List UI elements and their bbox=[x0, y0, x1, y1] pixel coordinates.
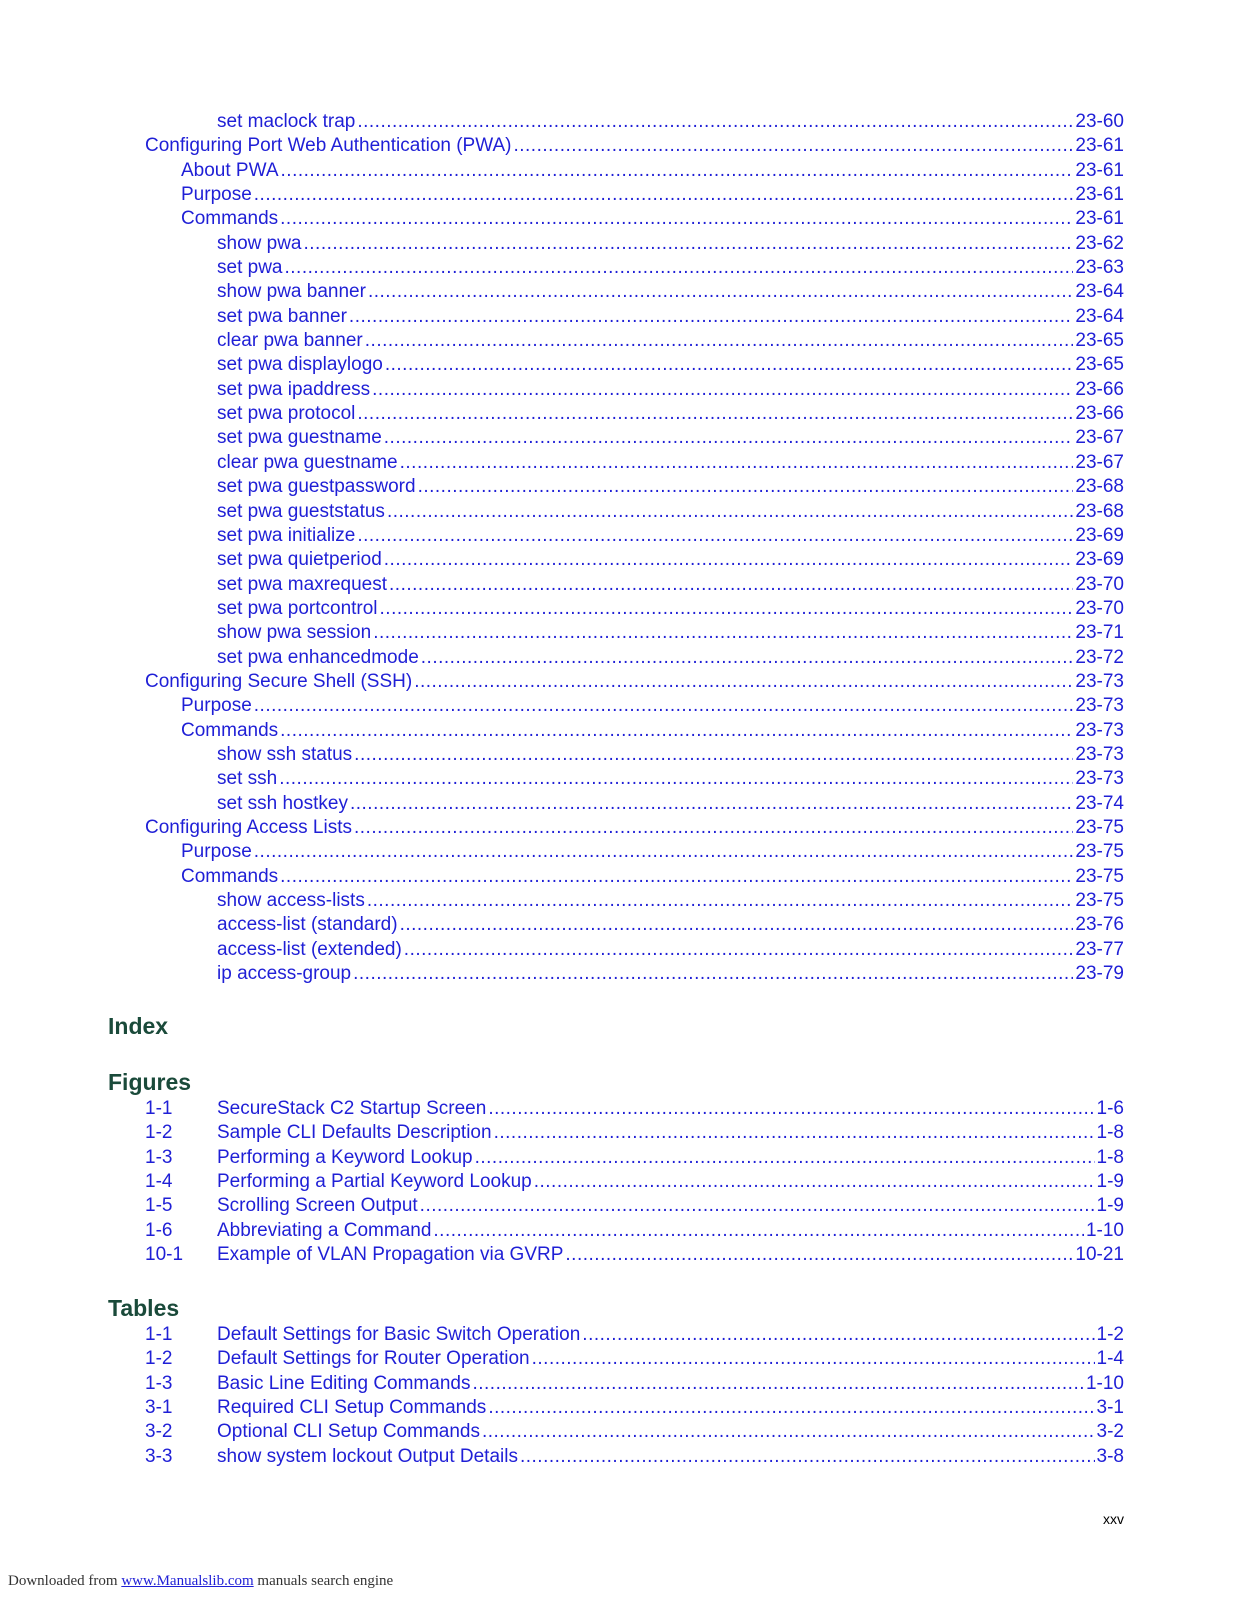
toc-entry-page: 23-69 bbox=[1075, 524, 1124, 546]
toc-entry-page: 23-75 bbox=[1075, 890, 1124, 911]
dot-leader bbox=[372, 379, 1073, 401]
dot-leader bbox=[532, 1348, 1095, 1370]
tables-entry-page: 3-1 bbox=[1096, 1397, 1124, 1419]
toc-entry-title: set pwa displaylogo bbox=[217, 354, 383, 376]
figures-heading: Figures bbox=[108, 1069, 192, 1095]
tables-entry-title: Required CLI Setup Commands bbox=[217, 1397, 487, 1419]
toc-entry-title: ip access-group bbox=[217, 963, 352, 985]
dot-leader bbox=[421, 647, 1074, 669]
toc-entry-page: 23-79 bbox=[1075, 963, 1124, 985]
dot-leader bbox=[387, 501, 1073, 523]
toc-entry[interactable] bbox=[0, 793, 1237, 817]
toc-entry-title: set maclock trap bbox=[217, 111, 356, 132]
dot-leader bbox=[565, 1244, 1073, 1266]
toc-entry[interactable] bbox=[0, 549, 1237, 573]
tables-entry-page: 1-4 bbox=[1096, 1348, 1124, 1370]
dot-leader bbox=[384, 427, 1074, 449]
toc-entry-title: access-list (standard) bbox=[217, 914, 398, 936]
figures-entry-title: Abbreviating a Command bbox=[217, 1219, 432, 1241]
tables-entry-number: 1-3 bbox=[145, 1372, 173, 1394]
toc-entry[interactable] bbox=[0, 744, 1237, 768]
footer-suffix: manuals search engine bbox=[253, 1573, 394, 1589]
tables-entry[interactable] bbox=[0, 1348, 1237, 1372]
footer bbox=[8, 1573, 393, 1590]
figures-entry-number: 1-6 bbox=[145, 1219, 173, 1241]
tables-entry-page: 3-2 bbox=[1096, 1421, 1124, 1443]
toc-entry-title: clear pwa guestname bbox=[217, 451, 398, 473]
figures-entry-page: 1-10 bbox=[1085, 1219, 1124, 1241]
toc-entry-page: 23-64 bbox=[1075, 305, 1124, 327]
toc-entry[interactable] bbox=[0, 841, 1237, 865]
tables-entry-title: Default Settings for Basic Switch Operation bbox=[217, 1324, 581, 1345]
tables-heading: Tables bbox=[108, 1295, 180, 1321]
figures-entry-number: 1-3 bbox=[145, 1146, 173, 1168]
dot-leader bbox=[353, 963, 1073, 985]
toc-entry-title: set pwa portcontrol bbox=[217, 597, 378, 619]
dot-leader bbox=[384, 549, 1074, 571]
toc-entry-page: 23-72 bbox=[1075, 646, 1124, 668]
figures-entry-page: 1-8 bbox=[1096, 1146, 1124, 1168]
tables-entry[interactable] bbox=[0, 1397, 1237, 1421]
toc-entry-page: 23-65 bbox=[1075, 354, 1124, 376]
dot-leader bbox=[284, 257, 1073, 279]
toc-entry-page: 23-66 bbox=[1075, 403, 1124, 425]
toc-entry-page: 23-63 bbox=[1075, 257, 1124, 279]
dot-leader bbox=[349, 306, 1073, 328]
toc-entry-page: 23-75 bbox=[1075, 865, 1124, 887]
toc-entry-title: show pwa banner bbox=[217, 281, 366, 303]
toc-entry-page: 23-65 bbox=[1075, 330, 1124, 352]
toc-entry-title: Commands bbox=[181, 719, 279, 741]
toc-entry[interactable] bbox=[0, 233, 1237, 257]
toc-entry[interactable] bbox=[0, 135, 1237, 159]
tables-entry[interactable] bbox=[0, 1446, 1237, 1470]
tables-entry-title: Optional CLI Setup Commands bbox=[217, 1421, 480, 1443]
figures-list bbox=[0, 1098, 1237, 1268]
toc-entry-page: 23-75 bbox=[1075, 841, 1124, 863]
page-number: xxv bbox=[1103, 1511, 1124, 1527]
toc-entry-title: show ssh status bbox=[217, 743, 353, 765]
toc-entry[interactable] bbox=[0, 184, 1237, 208]
figures-entry-page: 1-9 bbox=[1096, 1195, 1124, 1217]
dot-leader bbox=[280, 866, 1073, 888]
toc-entry-title: Purpose bbox=[181, 184, 252, 206]
toc-entry-title: Commands bbox=[181, 208, 279, 230]
tables-entry-title: Default Settings for Router Operation bbox=[217, 1348, 530, 1370]
toc-entry-title: Configuring Secure Shell (SSH) bbox=[145, 670, 413, 692]
toc-entry-title: set pwa protocol bbox=[217, 403, 356, 425]
toc-entry-page: 23-73 bbox=[1075, 743, 1124, 765]
toc-entry-title: set pwa gueststatus bbox=[217, 500, 385, 522]
figures-entry[interactable] bbox=[0, 1098, 1237, 1122]
toc-entry-page: 23-77 bbox=[1075, 938, 1124, 960]
toc-entry-page: 23-73 bbox=[1075, 768, 1124, 790]
dot-leader bbox=[254, 695, 1074, 717]
footer-prefix: Downloaded from bbox=[8, 1573, 122, 1589]
toc-entry[interactable] bbox=[0, 598, 1237, 622]
toc-entry[interactable] bbox=[0, 427, 1237, 451]
toc-entry-page: 23-64 bbox=[1075, 281, 1124, 303]
figures-entry-page: 1-9 bbox=[1096, 1171, 1124, 1193]
figures-entry-page: 1-6 bbox=[1096, 1098, 1124, 1119]
tables-entry-page: 3-8 bbox=[1096, 1445, 1124, 1467]
toc-entry-title: set pwa banner bbox=[217, 305, 347, 327]
dot-leader bbox=[373, 622, 1073, 644]
dot-leader bbox=[279, 768, 1073, 790]
toc-entry-page: 23-60 bbox=[1075, 111, 1124, 132]
toc-entry-page: 23-61 bbox=[1075, 208, 1124, 230]
tables-entry-number: 1-2 bbox=[145, 1348, 173, 1370]
toc-entry-title: set pwa initialize bbox=[217, 524, 356, 546]
toc-entry-page: 23-66 bbox=[1075, 378, 1124, 400]
toc-entry[interactable] bbox=[0, 963, 1237, 987]
toc-entry[interactable] bbox=[0, 622, 1237, 646]
toc-entry-page: 23-75 bbox=[1075, 816, 1124, 838]
dot-leader bbox=[367, 890, 1074, 912]
toc-entry-page: 23-71 bbox=[1075, 622, 1124, 644]
toc-entry-title: set pwa maxrequest bbox=[217, 573, 388, 595]
dot-leader bbox=[354, 744, 1073, 766]
figures-entry[interactable] bbox=[0, 1122, 1237, 1146]
figures-entry-number: 10-1 bbox=[145, 1244, 184, 1266]
toc-entry-title: Configuring Port Web Authentication (PWA) bbox=[145, 135, 512, 157]
toc-entry[interactable] bbox=[0, 281, 1237, 305]
dot-leader bbox=[400, 914, 1074, 936]
tables-entry[interactable] bbox=[0, 1324, 1237, 1348]
figures-entry[interactable] bbox=[0, 1147, 1237, 1171]
toc-entry[interactable] bbox=[0, 817, 1237, 841]
dot-leader bbox=[357, 403, 1073, 425]
dot-leader bbox=[280, 208, 1073, 230]
dot-leader bbox=[254, 841, 1074, 863]
tables-entry-title: Basic Line Editing Commands bbox=[217, 1372, 471, 1394]
dot-leader bbox=[380, 598, 1074, 620]
toc-entry-title: Commands bbox=[181, 865, 279, 887]
dot-leader bbox=[404, 939, 1074, 961]
toc-entry-title: Configuring Access Lists bbox=[145, 816, 352, 838]
dot-leader bbox=[368, 281, 1073, 303]
tables-entry-page: 1-10 bbox=[1085, 1372, 1124, 1394]
toc-entry-title: Purpose bbox=[181, 841, 252, 863]
dot-leader bbox=[389, 574, 1073, 596]
figures-entry-title: Performing a Keyword Lookup bbox=[217, 1146, 473, 1168]
toc-entry[interactable] bbox=[0, 257, 1237, 281]
toc-entry[interactable] bbox=[0, 671, 1237, 695]
dot-leader bbox=[385, 354, 1074, 376]
figures-entry-title: Example of VLAN Propagation via GVRP bbox=[217, 1244, 564, 1266]
toc-entry-title: Purpose bbox=[181, 695, 252, 717]
toc-entry[interactable] bbox=[0, 525, 1237, 549]
toc-entry-page: 23-62 bbox=[1075, 232, 1124, 254]
dot-leader bbox=[472, 1373, 1084, 1395]
figures-entry-title: Sample CLI Defaults Description bbox=[217, 1122, 492, 1144]
dot-leader bbox=[488, 1397, 1094, 1419]
toc-entry-page: 23-70 bbox=[1075, 573, 1124, 595]
dot-leader bbox=[420, 1195, 1095, 1217]
dot-leader bbox=[357, 525, 1073, 547]
manualslib-link[interactable]: www.Manualslib.com bbox=[121, 1573, 254, 1589]
index-heading: Index bbox=[108, 1013, 169, 1039]
toc-list bbox=[0, 111, 1237, 987]
toc-entry[interactable] bbox=[0, 866, 1237, 890]
toc-entry[interactable] bbox=[0, 574, 1237, 598]
toc-entry[interactable] bbox=[0, 306, 1237, 330]
figures-entry-title: Scrolling Screen Output bbox=[217, 1195, 418, 1217]
tables-entry-number: 3-1 bbox=[145, 1397, 173, 1419]
toc-entry[interactable] bbox=[0, 476, 1237, 500]
dot-leader bbox=[304, 233, 1074, 255]
toc-entry-page: 23-68 bbox=[1075, 500, 1124, 522]
toc-entry-page: 23-67 bbox=[1075, 427, 1124, 449]
toc-entry-page: 23-61 bbox=[1075, 184, 1124, 206]
figures-entry-title: Performing a Partial Keyword Lookup bbox=[217, 1171, 532, 1193]
toc-entry-title: set pwa bbox=[217, 257, 283, 279]
tables-entry-page: 1-2 bbox=[1096, 1324, 1124, 1345]
figures-entry-page: 10-21 bbox=[1075, 1244, 1124, 1266]
dot-leader bbox=[534, 1171, 1095, 1193]
toc-entry-title: access-list (extended) bbox=[217, 938, 402, 960]
tables-entry-number: 3-3 bbox=[145, 1445, 173, 1467]
figures-entry-page: 1-8 bbox=[1096, 1122, 1124, 1144]
figures-entry-title: SecureStack C2 Startup Screen bbox=[217, 1098, 487, 1119]
dot-leader bbox=[433, 1220, 1084, 1242]
toc-entry-page: 23-70 bbox=[1075, 597, 1124, 619]
toc-entry-title: set pwa quietperiod bbox=[217, 549, 382, 571]
toc-entry-title: set ssh hostkey bbox=[217, 792, 348, 814]
tables-list bbox=[0, 1324, 1237, 1470]
toc-entry-title: clear pwa banner bbox=[217, 330, 363, 352]
toc-entry[interactable] bbox=[0, 403, 1237, 427]
dot-leader bbox=[488, 1098, 1094, 1120]
toc-entry[interactable] bbox=[0, 208, 1237, 232]
toc-entry[interactable] bbox=[0, 111, 1237, 135]
toc-entry[interactable] bbox=[0, 914, 1237, 938]
dot-leader bbox=[350, 793, 1073, 815]
toc-entry-page: 23-68 bbox=[1075, 476, 1124, 498]
figures-entry-number: 1-5 bbox=[145, 1195, 173, 1217]
dot-leader bbox=[281, 160, 1074, 182]
dot-leader bbox=[494, 1122, 1095, 1144]
tables-entry-title: show system lockout Output Details bbox=[217, 1445, 518, 1467]
toc-entry-title: set ssh bbox=[217, 768, 278, 790]
toc-entry-page: 23-69 bbox=[1075, 549, 1124, 571]
dot-leader bbox=[418, 476, 1074, 498]
figures-entry-number: 1-1 bbox=[145, 1098, 173, 1119]
toc-entry[interactable] bbox=[0, 647, 1237, 671]
dot-leader bbox=[365, 330, 1074, 352]
toc-entry-title: set pwa guestpassword bbox=[217, 476, 416, 498]
dot-leader bbox=[582, 1324, 1094, 1346]
dot-leader bbox=[354, 817, 1073, 839]
toc-entry[interactable] bbox=[0, 939, 1237, 963]
dot-leader bbox=[400, 452, 1074, 474]
toc-entry-title: set pwa guestname bbox=[217, 427, 382, 449]
toc-entry-page: 23-73 bbox=[1075, 695, 1124, 717]
figures-entry[interactable] bbox=[0, 1220, 1237, 1244]
toc-entry[interactable] bbox=[0, 695, 1237, 719]
dot-leader bbox=[475, 1147, 1095, 1169]
figures-entry[interactable] bbox=[0, 1171, 1237, 1195]
toc-entry-page: 23-61 bbox=[1075, 159, 1124, 181]
figures-entry-number: 1-4 bbox=[145, 1171, 173, 1193]
toc-entry-page: 23-61 bbox=[1075, 135, 1124, 157]
toc-entry[interactable] bbox=[0, 768, 1237, 792]
toc-entry[interactable] bbox=[0, 160, 1237, 184]
toc-entry-title: set pwa ipaddress bbox=[217, 378, 371, 400]
dot-leader bbox=[513, 135, 1073, 157]
toc-entry-title: show pwa bbox=[217, 232, 302, 254]
dot-leader bbox=[280, 720, 1073, 742]
tables-entry-number: 3-2 bbox=[145, 1421, 173, 1443]
toc-entry-title: set pwa enhancedmode bbox=[217, 646, 419, 668]
toc-entry[interactable] bbox=[0, 501, 1237, 525]
toc-entry[interactable] bbox=[0, 890, 1237, 914]
figures-entry-number: 1-2 bbox=[145, 1122, 173, 1144]
toc-entry[interactable] bbox=[0, 379, 1237, 403]
toc-entry-page: 23-67 bbox=[1075, 451, 1124, 473]
toc-entry-page: 23-76 bbox=[1075, 914, 1124, 936]
tables-entry[interactable] bbox=[0, 1373, 1237, 1397]
toc-entry-page: 23-73 bbox=[1075, 670, 1124, 692]
toc-entry-title: show access-lists bbox=[217, 890, 365, 911]
dot-leader bbox=[357, 111, 1073, 133]
dot-leader bbox=[520, 1446, 1095, 1468]
toc-entry-title: show pwa session bbox=[217, 622, 372, 644]
toc-entry[interactable] bbox=[0, 452, 1237, 476]
tables-entry[interactable] bbox=[0, 1421, 1237, 1445]
toc-entry-title: About PWA bbox=[181, 159, 279, 181]
tables-entry-number: 1-1 bbox=[145, 1324, 173, 1345]
toc-entry[interactable] bbox=[0, 720, 1237, 744]
toc-entry[interactable] bbox=[0, 330, 1237, 354]
dot-leader bbox=[482, 1421, 1095, 1443]
toc-entry-page: 23-74 bbox=[1075, 792, 1124, 814]
figures-entry[interactable] bbox=[0, 1244, 1237, 1268]
toc-entry-page: 23-73 bbox=[1075, 719, 1124, 741]
figures-entry[interactable] bbox=[0, 1195, 1237, 1219]
dot-leader bbox=[414, 671, 1073, 693]
toc-entry[interactable] bbox=[0, 354, 1237, 378]
dot-leader bbox=[254, 184, 1074, 206]
